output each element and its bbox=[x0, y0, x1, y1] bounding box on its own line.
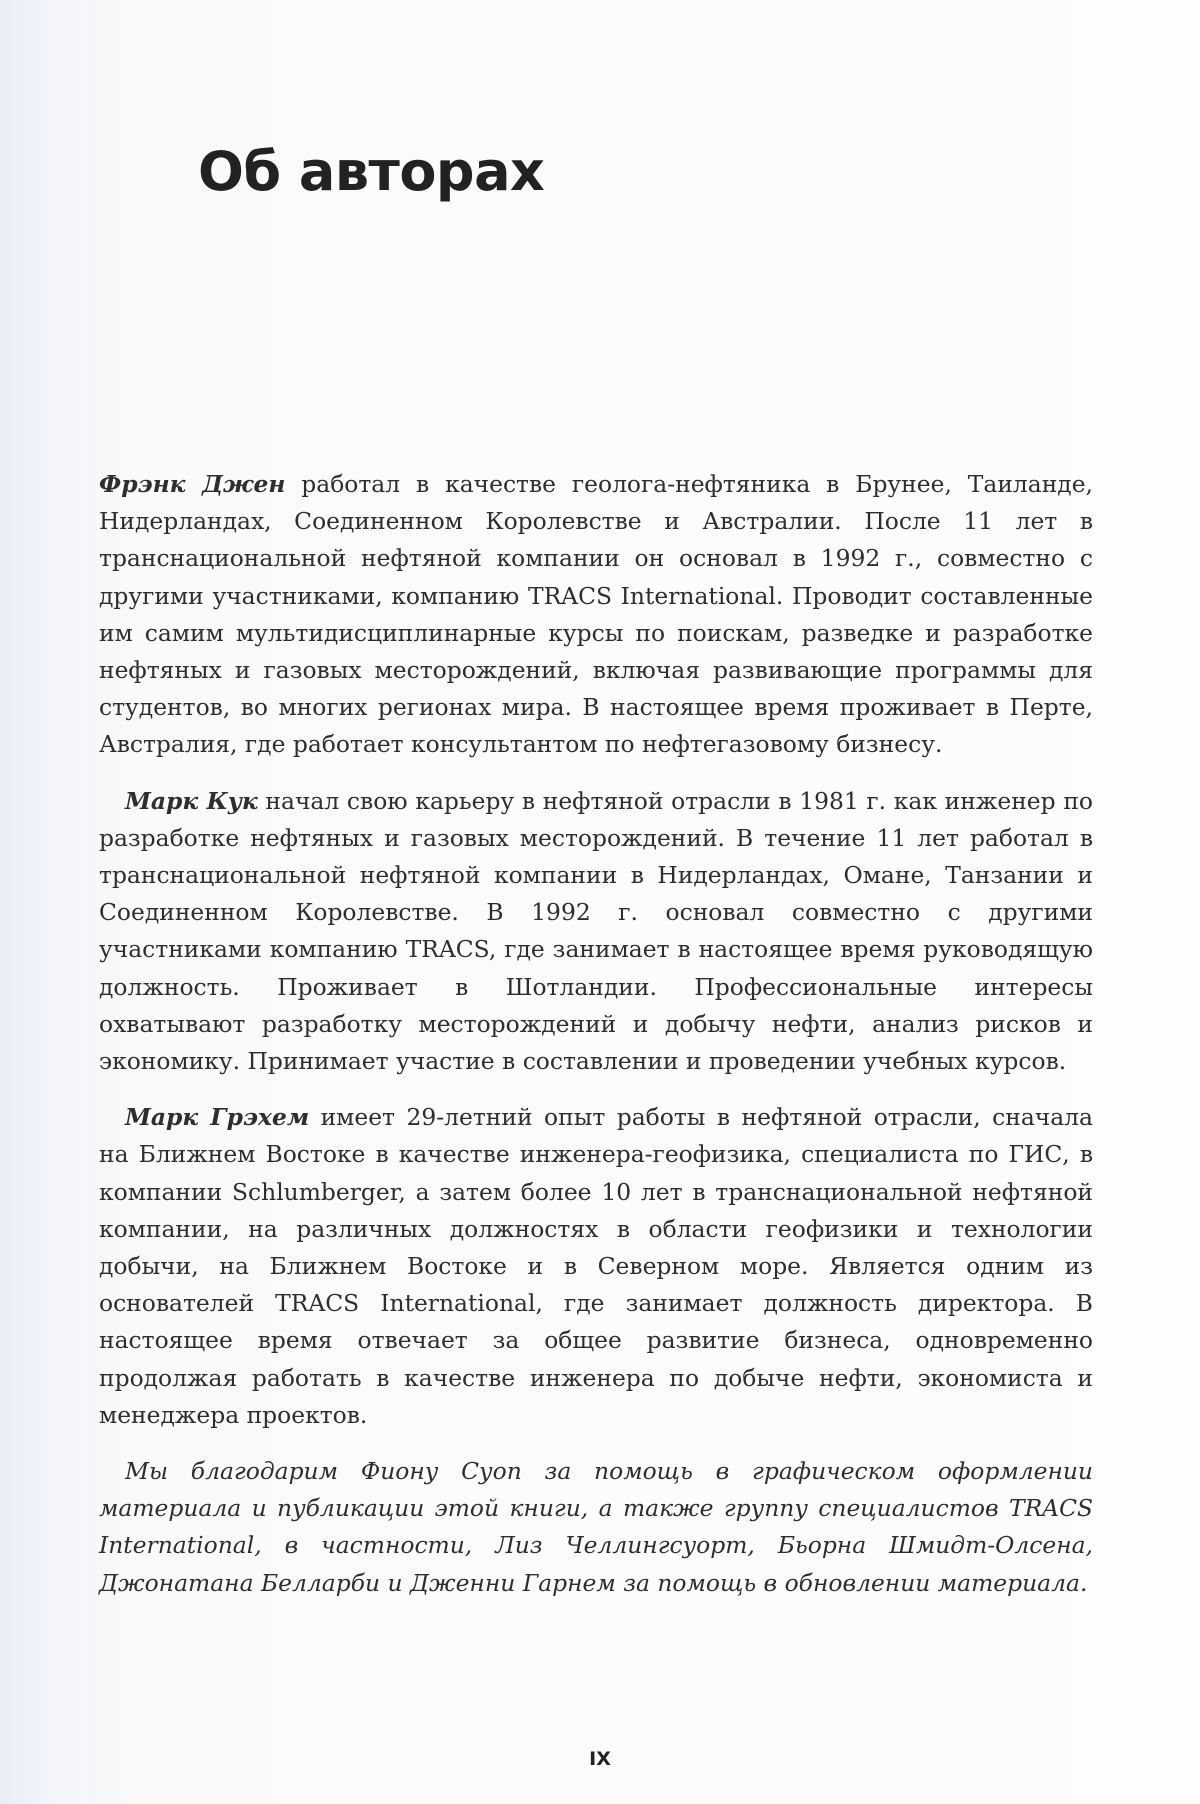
page-number: IX bbox=[589, 1748, 611, 1770]
author-bio-paragraph bbox=[99, 466, 1093, 764]
body-text bbox=[99, 466, 1093, 1621]
author-name: Марк Грэхем bbox=[125, 1103, 310, 1132]
author-name: Фрэнк Джен bbox=[99, 470, 286, 498]
author-bio-text: начал свою карьеру в нефтяной отрасли в 1981 г. как инженер по разработке нефтяных и газовых месторождений. В течение 11 лет работал в транснациональной нефтяной компании в Нидерландах, Омане, Танзании и Соединенном Королевстве. В 1992 г. основал совместно с другими участниками компанию TRACS, где занимает в настоящее время руководящую должность. Проживает в Шотландии. Профессиональные интересы охватывают разработку месторождений и добычу нефти, анализ рисков и экономику. Принимает участие в составлении и проведении учебных курсов. bbox=[99, 786, 1093, 1076]
author-bio-paragraph bbox=[99, 1099, 1093, 1434]
acknowledgement-paragraph: Мы благодарим Фиону Суоп за помощь в графическом оформлении материала и публикации этой книги, а также группу специалистов TRACS International, в частности, Лиз Челлингсуорт, Бьорна Шмидт-Олсена, Джонатана Белларби и Дженни Гарнем за помощь в обновлении материала. bbox=[99, 1457, 1093, 1597]
author-bio-paragraph bbox=[99, 783, 1093, 1081]
author-bio-text: работал в качестве геолога-нефтяника в Брунее, Таиланде, Нидерландах, Соединенном Королевстве и Австралии. После 11 лет в транснациональной нефтяной компании он основал в 1992 г., совместно с другими участниками, компанию TRACS International. Проводит составленные им самим мультидисциплинарные курсы по поискам, разведке и разработке нефтяных и газовых месторождений, включая развивающие программы для студентов, во многих регионах мира. В настоящее время проживает в Перте, Австралия, где работает консультантом по нефтегазовому бизнесу. bbox=[99, 470, 1093, 759]
author-name: Марк Кук bbox=[125, 786, 258, 815]
author-bio-text: имеет 29-летний опыт работы в нефтяной отрасли, сначала на Ближнем Востоке в качестве инженера-геофизика, специалиста по ГИС, в компании Schlumberger, а затем более 10 лет в транснациональной нефтяной компании, на различных должностях в области геофизики и технологии добычи, на Ближнем Востоке и в Северном море. Является одним из основателей TRACS International, где занимает должность директора. В настоящее время отвечает за общее развитие бизнеса, одновременно продолжая работать в качестве инженера по добыче нефти, экономиста и менеджера проектов. bbox=[99, 1103, 1093, 1429]
chapter-title: Об авторах bbox=[198, 140, 545, 203]
